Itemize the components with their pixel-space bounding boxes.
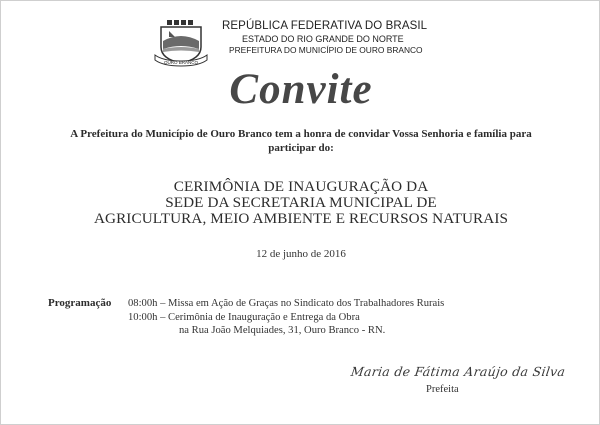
ceremony-line-3: AGRICULTURA, MEIO AMBIENTE E RECURSOS NATURAIS bbox=[93, 210, 509, 227]
programme-item: 10:00h – Cerimônia de Inauguração e Entrega da Obra bbox=[128, 311, 360, 323]
ceremony-name bbox=[41, 179, 561, 227]
invitation-title: Convite bbox=[229, 66, 373, 113]
header-prefecture: PREFEITURA DO MUNICÍPIO DE OURO BRANCO bbox=[229, 45, 423, 55]
intro-line-1: A Prefeitura do Município de Ouro Branco tem a honra de convidar Vossa Senhoria e família para bbox=[70, 128, 532, 140]
signature-role: Prefeita bbox=[426, 384, 459, 395]
programme-item: na Rua João Melquiades, 31, Ouro Branco - RN. bbox=[179, 325, 386, 336]
event-date: 12 de junho de 2016 bbox=[256, 248, 346, 260]
intro-line-2: participar do: bbox=[268, 142, 334, 154]
mayor-signature: Maria de Fátima Araújo da Silva bbox=[349, 364, 567, 379]
header-state: ESTADO DO RIO GRANDE DO NORTE bbox=[242, 34, 404, 44]
invitation-intro bbox=[41, 127, 561, 155]
programme-item: 08:00h – Missa em Ação de Graças no Sindicato dos Trabalhadores Rurais bbox=[128, 298, 445, 309]
government-header bbox=[222, 19, 427, 56]
crest-ribbon-text: OURO BRANCO bbox=[163, 60, 199, 65]
header-republic: REPÚBLICA FEDERATIVA DO BRASIL bbox=[222, 20, 428, 32]
municipal-coat-of-arms-icon bbox=[153, 19, 209, 67]
programme-label: Programação bbox=[48, 297, 112, 309]
ceremony-line-1: CERIMÔNIA DE INAUGURAÇÃO DA bbox=[173, 178, 429, 195]
programme-list bbox=[128, 297, 444, 338]
ceremony-line-2: SEDE DA SECRETARIA MUNICIPAL DE bbox=[165, 194, 437, 211]
